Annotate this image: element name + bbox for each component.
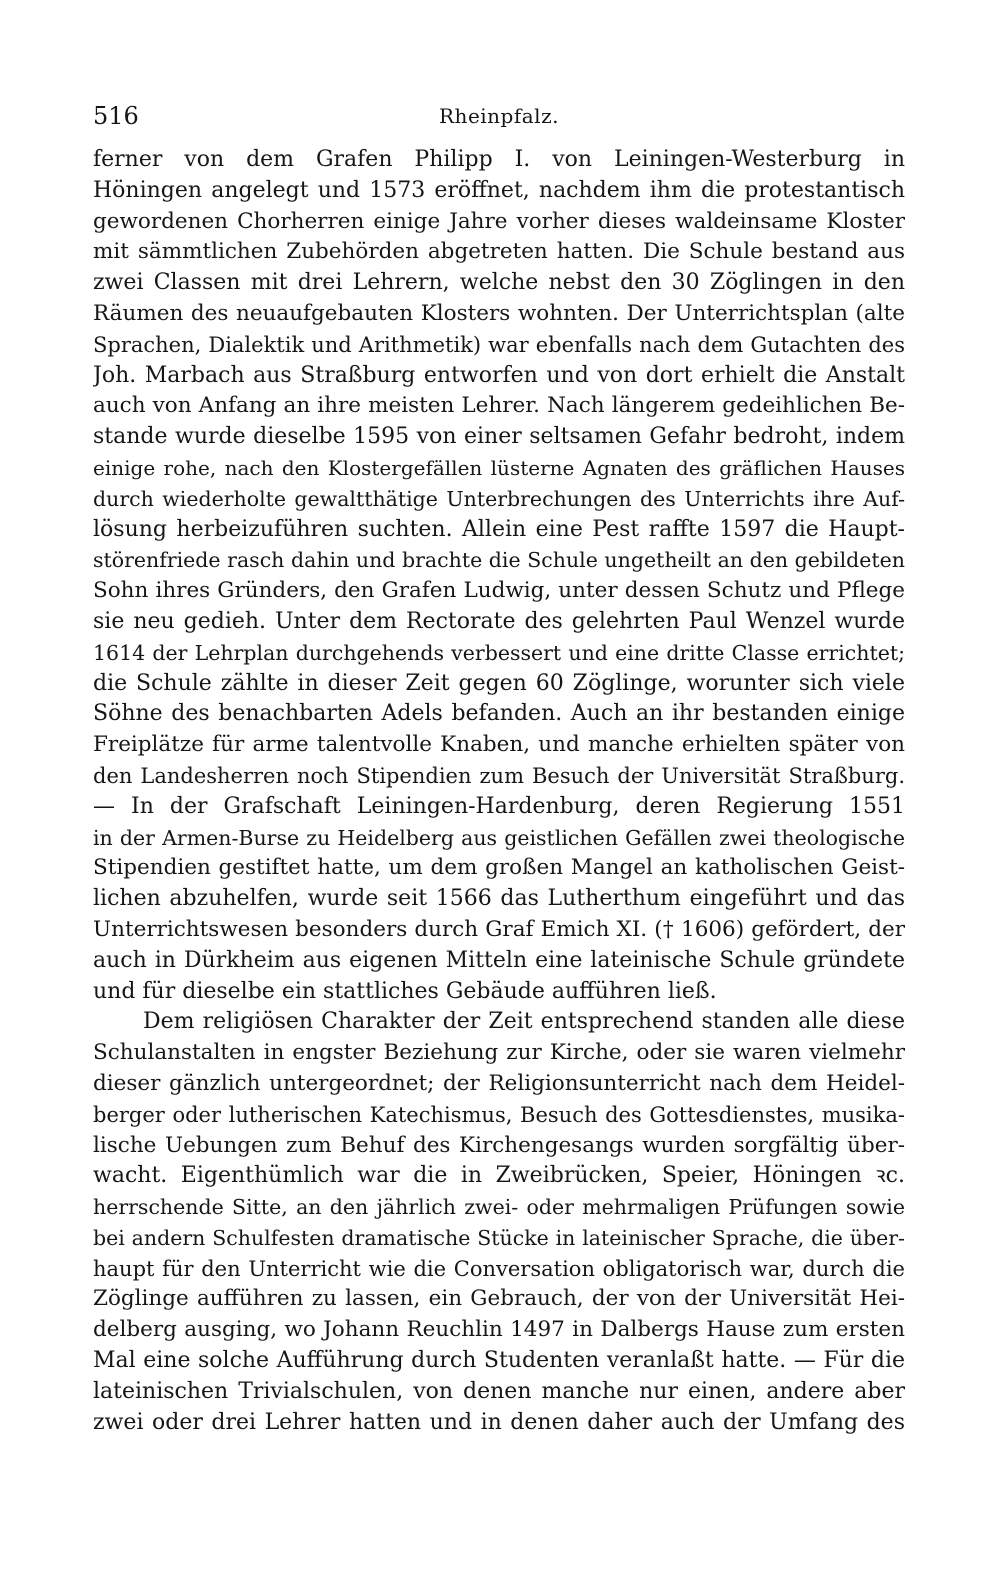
text-line: delberg ausging, wo Johann Reuchlin 1497 in Dalbergs Hause zum ersten [93,1317,905,1343]
text-line: berger oder lutherischen Katechismus, Besuch des Gottesdienstes, musika- [93,1102,905,1127]
text-line: zwei Classen mit drei Lehrern, welche nebst den 30 Zöglingen in den [93,270,905,296]
text-line: Freiplätze für arme talentvolle Knaben, und manche erhielten später von [93,732,905,758]
text-line: 1614 der Lehrplan durchgehends verbessert und eine dritte Classe errichtet; [93,640,905,665]
text-line: Sohn ihres Gründers, den Grafen Ludwig, unter dessen Schutz und Pflege [93,578,905,604]
text-line: durch wiederholte gewaltthätige Unterbrechungen des Unterrichts ihre Auf- [93,486,905,511]
text-line: stande wurde dieselbe 1595 von einer seltsamen Gefahr bedroht, indem [93,424,905,450]
text-line: auch in Dürkheim aus eigenen Mitteln eine lateinische Schule gründete [93,947,905,973]
text-line: einige rohe, nach den Klostergefällen lüsterne Agnaten des gräflichen Hauses [93,455,905,480]
paragraph-start-line: Dem religiösen Charakter der Zeit entsprechend standen alle diese [143,1009,905,1035]
text-line: gewordenen Chorherren einige Jahre vorher dieses waldeinsame Kloster [93,208,905,234]
text-line: Höningen angelegt und 1573 eröffnet, nachdem ihm die protestantisch [93,177,905,203]
text-line: lateinischen Trivialschulen, von denen manche nur einen, andere aber [93,1378,905,1404]
text-line: Söhne des benachbarten Adels befanden. Auch an ihr bestanden einige [93,701,905,727]
text-line: Zöglinge aufführen zu lassen, ein Gebrauch, der von der Universität Hei- [93,1286,905,1312]
text-line: Sprachen, Dialektik und Arithmetik) war ebenfalls nach dem Gutachten des [93,332,905,357]
page-header [93,96,905,136]
paragraph-end-line: und für dieselbe ein stattliches Gebäude aufführen ließ. [93,978,717,1004]
text-line: bei andern Schulfesten dramatische Stücke in lateinischer Sprache, die über- [93,1225,905,1250]
text-line: Joh. Marbach aus Straßburg entworfen und von dort erhielt die Anstalt [93,362,905,388]
text-line: auch von Anfang an ihre meisten Lehrer. Nach längerem gedeihlichen Be- [93,393,905,419]
text-line: in der Armen-Burse zu Heidelberg aus geistlichen Gefällen zwei theologische [93,825,905,850]
text-line: — In der Grafschaft Leiningen-Hardenburg, deren Regierung 1551 [93,793,905,819]
text-line: störenfriede rasch dahin und brachte die Schule ungetheilt an den gebildeten [93,548,905,573]
text-line: lichen abzuhelfen, wurde seit 1566 das Lutherthum eingeführt und das [93,886,905,912]
text-line: ferner von dem Grafen Philipp I. von Leiningen-Westerburg in [93,147,905,172]
text-line: herrschende Sitte, an den jährlich zwei- oder mehrmaligen Prüfungen sowie [93,1195,905,1220]
text-line: Stipendien gestiftet hatte, um dem großen Mangel an katholischen Geist- [93,855,905,881]
text-line: zwei oder drei Lehrer hatten und in denen daher auch der Umfang des [93,1409,905,1435]
text-line: sie neu gedieh. Unter dem Rectorate des gelehrten Paul Wenzel wurde [93,608,905,634]
text-line: lösung herbeizuführen suchten. Allein eine Pest raffte 1597 die Haupt- [93,516,905,542]
text-line: haupt für den Unterricht wie die Conversation obligatorisch war, durch die [93,1256,905,1281]
text-line: Schulanstalten in engster Beziehung zur Kirche, oder sie waren vielmehr [93,1040,905,1066]
text-line: dieser gänzlich untergeordnet; der Religionsunterricht nach dem Heidel- [93,1070,905,1096]
text-line: Räumen des neuaufgebauten Klosters wohnten. Der Unterrichtsplan (alte [93,300,905,326]
text-line: den Landesherren noch Stipendien zum Besuch der Universität Straßburg. [93,763,905,788]
text-line: Unterrichtswesen besonders durch Graf Emich XI. († 1606) gefördert, der [93,916,905,942]
page-number: 516 [93,102,139,130]
text-line: lische Uebungen zum Behuf des Kirchengesangs wurden sorgfältig über- [93,1132,905,1158]
text-line: wacht. Eigenthümlich war die in Zweibrücken, Speier, Höningen ꝛc. [93,1163,905,1189]
text-line: mit sämmtlichen Zubehörden abgetreten hatten. Die Schule bestand aus [93,239,905,265]
running-head: Rheinpfalz. [439,104,559,128]
text-line: Mal eine solche Aufführung durch Studenten veranlaßt hatte. — Für die [93,1348,905,1374]
body-text [93,145,905,1438]
text-line: die Schule zählte in dieser Zeit gegen 60 Zöglinge, worunter sich viele [93,670,905,696]
